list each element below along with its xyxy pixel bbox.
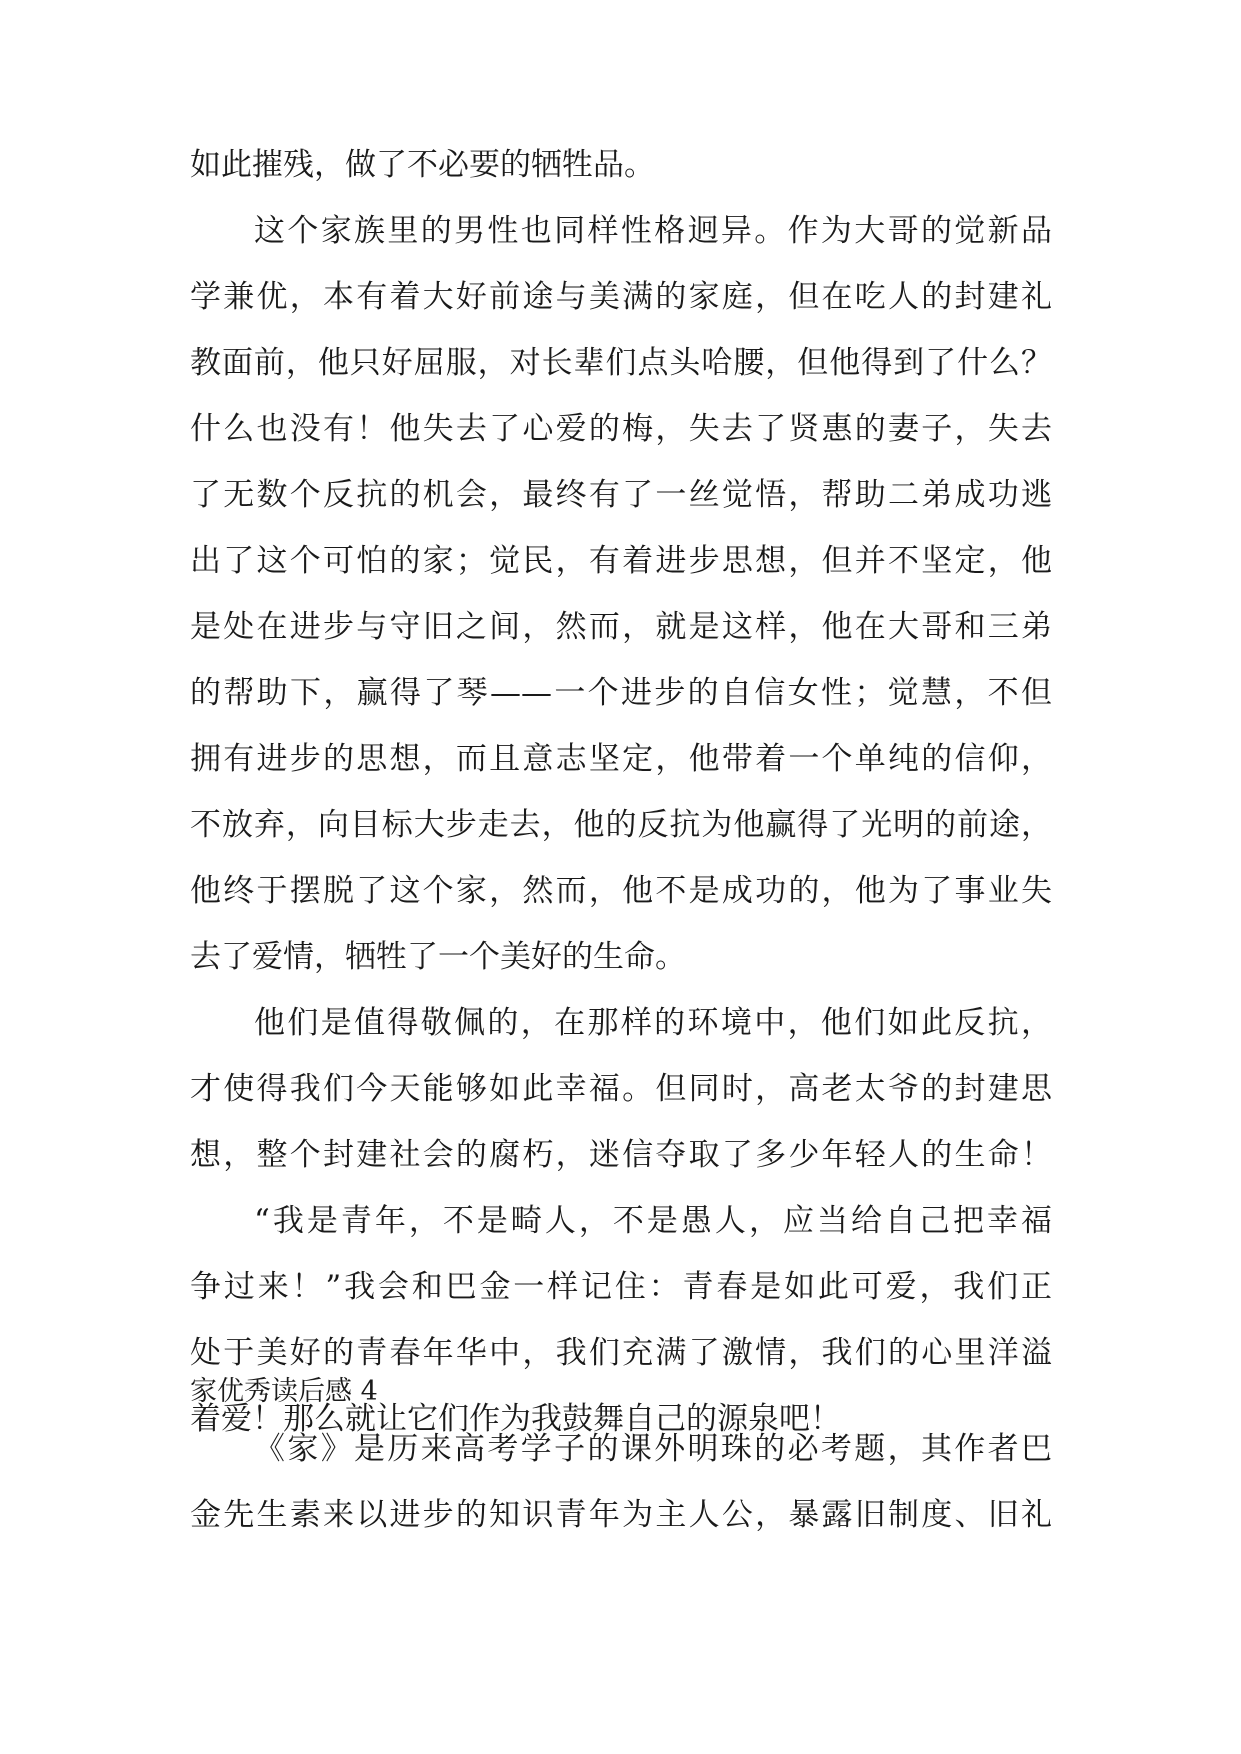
paragraph-2-line-9: 拥有进步的思想，而且意志坚定，他带着一个单纯的信仰，: [190, 741, 1052, 777]
paragraph-3-line-3: 想，整个封建社会的腐朽，迷信夺取了多少年轻人的生命！: [190, 1137, 1052, 1173]
paragraph-2-line-5: 了无数个反抗的机会，最终有了一丝觉悟，帮助二弟成功逃: [190, 477, 1052, 513]
paragraph-4-line-4: 着爱！那么就让它们作为我鼓舞自己的源泉吧！: [190, 1401, 841, 1437]
paragraph-2-line-4: 什么也没有！他失去了心爱的梅，失去了贤惠的妻子，失去: [190, 411, 1052, 447]
paragraph-2-line-1: 这个家族里的男性也同样性格迥异。作为大哥的觉新品: [254, 213, 1052, 249]
paragraph-5-line-2: 金先生素来以进步的知识青年为主人公，暴露旧制度、旧礼: [190, 1497, 1052, 1533]
paragraph-2-line-11: 他终于摆脱了这个家，然而，他不是成功的，他为了事业失: [190, 873, 1052, 909]
text-body-lower: [190, 1416, 1052, 1548]
paragraph-4-line-3: 处于美好的青春年华中，我们充满了激情，我们的心里洋溢: [190, 1335, 1052, 1371]
paragraph-2-line-10: 不放弃，向目标大步走去，他的反抗为他赢得了光明的前途，: [190, 807, 1052, 843]
text-body-upper: [190, 132, 1052, 1452]
paragraph-3-line-1: 他们是值得敬佩的，在那样的环境中，他们如此反抗，: [254, 1005, 1052, 1041]
section-heading: 家优秀读后感 4: [190, 1376, 378, 1407]
paragraph-4-line-1: “我是青年，不是畸人，不是愚人，应当给自己把幸福: [254, 1203, 1052, 1239]
paragraph-5-line-1: 《家》是历来高考学子的课外明珠的必考题，其作者巴: [254, 1431, 1052, 1467]
paragraph-2-line-12: 去了爱情，牺牲了一个美好的生命。: [190, 939, 686, 975]
paragraph-4-line-2: 争过来！”我会和巴金一样记住：青春是如此可爱，我们正: [190, 1269, 1052, 1305]
paragraph-2-line-3: 教面前，他只好屈服，对长辈们点头哈腰，但他得到了什么？: [190, 345, 1052, 381]
paragraph-2-line-7: 是处在进步与守旧之间，然而，就是这样，他在大哥和三弟: [190, 609, 1052, 645]
paragraph-2-line-2: 学兼优，本有着大好前途与美满的家庭，但在吃人的封建礼: [190, 279, 1052, 315]
paragraph-2-line-6: 出了这个可怕的家；觉民，有着进步思想，但并不坚定，他: [190, 543, 1052, 579]
paragraph-1-line-1: 如此摧残，做了不必要的牺牲品。: [190, 147, 655, 183]
paragraph-2-line-8: 的帮助下，赢得了琴——一个进步的自信女性；觉慧，不但: [190, 675, 1052, 711]
paragraph-3-line-2: 才使得我们今天能够如此幸福。但同时，高老太爷的封建思: [190, 1071, 1052, 1107]
